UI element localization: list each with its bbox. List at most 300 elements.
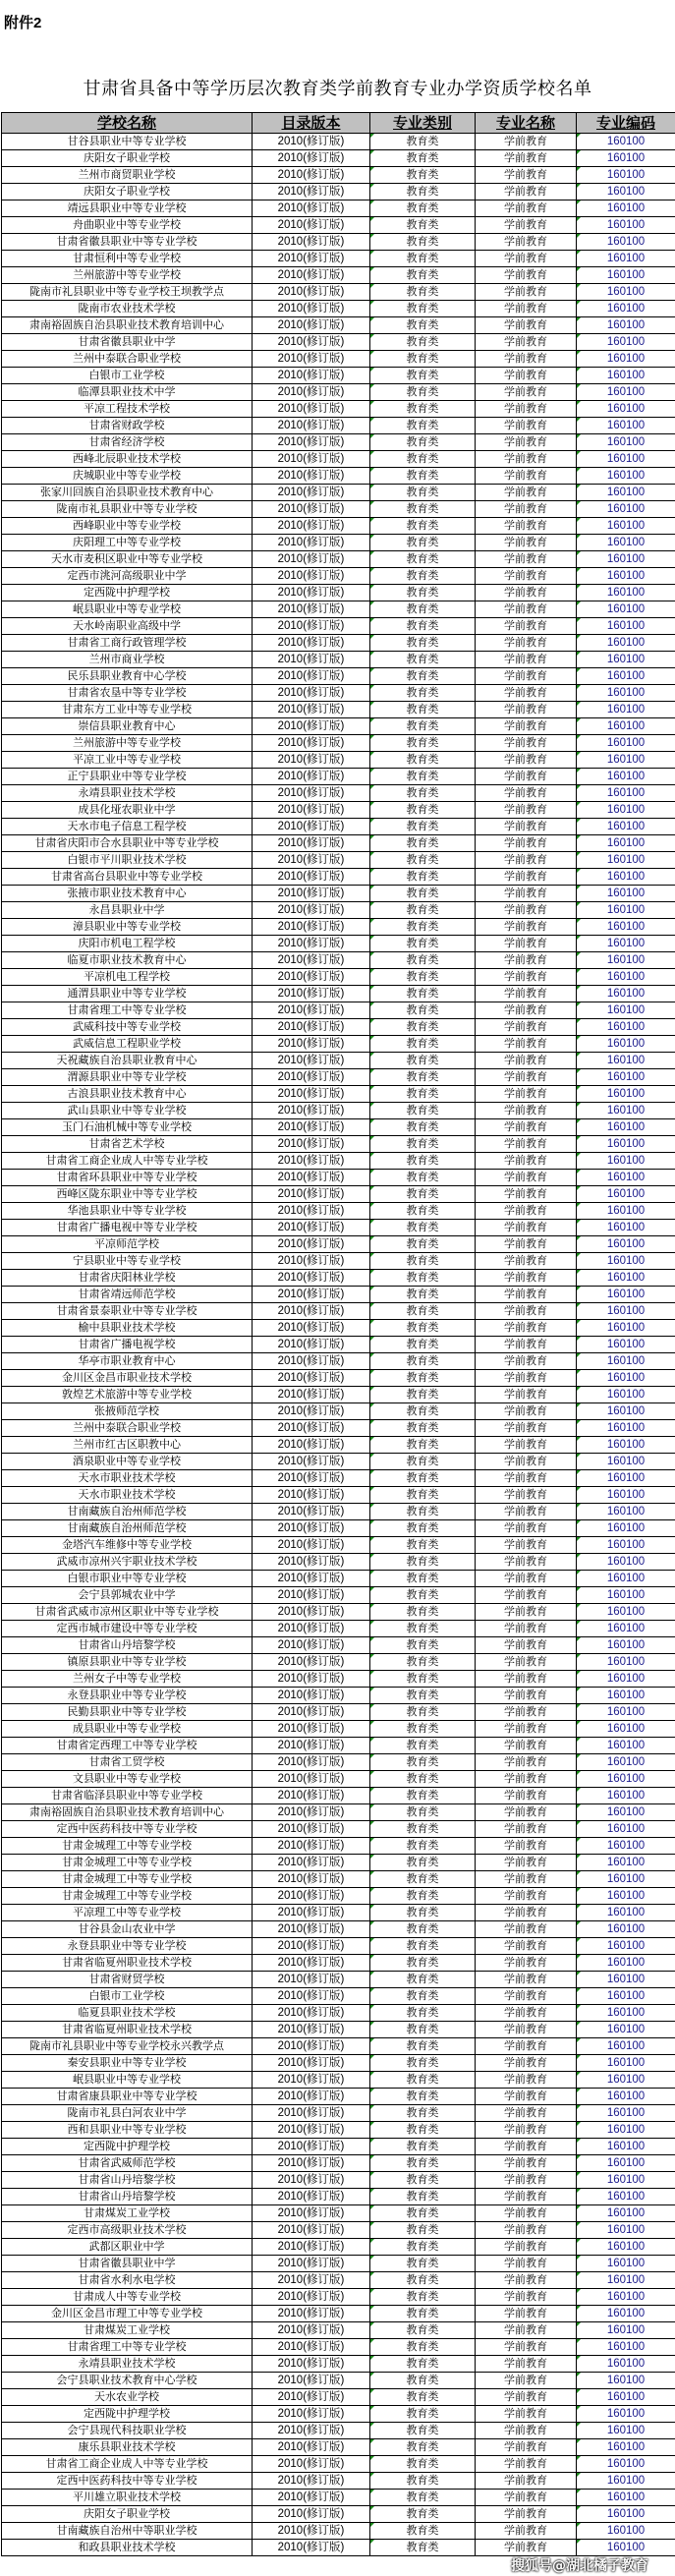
major-name-cell: 学前教育 bbox=[476, 167, 577, 184]
major-category-cell: 教育类 bbox=[370, 2256, 476, 2272]
major-name-cell: 学前教育 bbox=[476, 551, 577, 568]
table-row bbox=[2, 1871, 675, 1888]
major-code-cell: 160100 bbox=[577, 1671, 675, 1688]
school-name-cell: 定西市洮河高级职业中学 bbox=[2, 568, 253, 585]
major-category-cell: 教育类 bbox=[370, 1871, 476, 1888]
school-name-cell: 甘肃省庆阳市合水县职业中等专业学校 bbox=[2, 835, 253, 852]
school-name-cell: 肃南裕固族自治县职业技术教育培训中心 bbox=[2, 317, 253, 334]
major-code-cell: 160100 bbox=[577, 1704, 675, 1721]
major-code-cell: 160100 bbox=[577, 1086, 675, 1103]
major-code-cell: 160100 bbox=[577, 1170, 675, 1186]
table-row bbox=[2, 434, 675, 451]
major-name-cell: 学前教育 bbox=[476, 1186, 577, 1203]
table-row bbox=[2, 702, 675, 718]
major-name-cell: 学前教育 bbox=[476, 2322, 577, 2339]
major-category-cell: 教育类 bbox=[370, 2005, 476, 2022]
major-category-cell: 教育类 bbox=[370, 852, 476, 869]
major-category-cell: 教育类 bbox=[370, 1320, 476, 1337]
catalog-version-cell: 2010(修订版) bbox=[253, 601, 370, 618]
major-code-cell: 160100 bbox=[577, 769, 675, 785]
school-name-cell: 兰州旅游中等专业学校 bbox=[2, 267, 253, 284]
school-name-cell: 西峰职业中等专业学校 bbox=[2, 518, 253, 535]
major-category-cell: 教育类 bbox=[370, 1621, 476, 1637]
major-name-cell: 学前教育 bbox=[476, 2239, 577, 2256]
catalog-version-cell: 2010(修订版) bbox=[253, 2423, 370, 2439]
table-row bbox=[2, 2322, 675, 2339]
table-row bbox=[2, 1788, 675, 1804]
major-code-cell: 160100 bbox=[577, 752, 675, 769]
catalog-version-cell: 2010(修订版) bbox=[253, 802, 370, 819]
school-name-cell: 甘肃省高台县职业中等专业学校 bbox=[2, 869, 253, 886]
school-name-cell: 康乐县职业技术学校 bbox=[2, 2439, 253, 2456]
school-name-cell: 永靖县职业技术学校 bbox=[2, 785, 253, 802]
table-row bbox=[2, 668, 675, 685]
major-name-cell: 学前教育 bbox=[476, 1086, 577, 1103]
major-name-cell: 学前教育 bbox=[476, 802, 577, 819]
major-code-cell: 160100 bbox=[577, 2506, 675, 2523]
table-row bbox=[2, 819, 675, 835]
table-row bbox=[2, 1804, 675, 1821]
major-category-cell: 教育类 bbox=[370, 1704, 476, 1721]
school-name-cell: 甘南藏族自治州师范学校 bbox=[2, 1504, 253, 1520]
table-row bbox=[2, 485, 675, 501]
catalog-version-cell: 2010(修订版) bbox=[253, 635, 370, 652]
major-name-cell: 学前教育 bbox=[476, 1153, 577, 1170]
school-name-cell: 白银市职业中等专业学校 bbox=[2, 1571, 253, 1587]
table-row bbox=[2, 217, 675, 234]
table-header-row bbox=[2, 113, 675, 134]
table-row bbox=[2, 1554, 675, 1571]
catalog-version-cell: 2010(修订版) bbox=[253, 902, 370, 919]
table-row bbox=[2, 1688, 675, 1704]
major-category-cell: 教育类 bbox=[370, 334, 476, 351]
header-major-name: 专业名称 bbox=[476, 113, 577, 134]
school-name-cell: 陇南市农业技术学校 bbox=[2, 301, 253, 317]
school-name-cell: 张掖师范学校 bbox=[2, 1403, 253, 1420]
major-category-cell: 教育类 bbox=[370, 1270, 476, 1287]
school-name-cell: 漳县职业中等专业学校 bbox=[2, 919, 253, 936]
major-category-cell: 教育类 bbox=[370, 167, 476, 184]
table-row bbox=[2, 1738, 675, 1754]
major-name-cell: 学前教育 bbox=[476, 2205, 577, 2222]
major-category-cell: 教育类 bbox=[370, 685, 476, 702]
catalog-version-cell: 2010(修订版) bbox=[253, 1704, 370, 1721]
major-category-cell: 教育类 bbox=[370, 200, 476, 217]
school-name-cell: 甘肃东方工业中等专业学校 bbox=[2, 702, 253, 718]
school-name-cell: 秦安县职业中等专业学校 bbox=[2, 2055, 253, 2072]
major-code-cell: 160100 bbox=[577, 518, 675, 535]
major-code-cell: 160100 bbox=[577, 1420, 675, 1437]
major-code-cell: 160100 bbox=[577, 886, 675, 902]
table-row bbox=[2, 468, 675, 485]
major-code-cell: 160100 bbox=[577, 652, 675, 668]
major-code-cell: 160100 bbox=[577, 217, 675, 234]
major-name-cell: 学前教育 bbox=[476, 2473, 577, 2490]
major-name-cell: 学前教育 bbox=[476, 585, 577, 601]
major-name-cell: 学前教育 bbox=[476, 1754, 577, 1771]
major-code-cell: 160100 bbox=[577, 568, 675, 585]
school-name-cell: 会宁县现代科技职业学校 bbox=[2, 2423, 253, 2439]
school-name-cell: 西峰区陇东职业中等专业学校 bbox=[2, 1186, 253, 1203]
catalog-version-cell: 2010(修订版) bbox=[253, 1454, 370, 1470]
catalog-version-cell: 2010(修订版) bbox=[253, 1420, 370, 1437]
major-name-cell: 学前教育 bbox=[476, 1938, 577, 1955]
school-name-cell: 甘肃省工商行政管理学校 bbox=[2, 635, 253, 652]
table-row bbox=[2, 802, 675, 819]
major-name-cell: 学前教育 bbox=[476, 1821, 577, 1838]
major-code-cell: 160100 bbox=[577, 1320, 675, 1337]
catalog-version-cell: 2010(修订版) bbox=[253, 1721, 370, 1738]
major-name-cell: 学前教育 bbox=[476, 1788, 577, 1804]
major-name-cell: 学前教育 bbox=[476, 1487, 577, 1504]
school-name-cell: 甘谷县职业中等专业学校 bbox=[2, 134, 253, 150]
major-name-cell: 学前教育 bbox=[476, 1838, 577, 1855]
major-code-cell: 160100 bbox=[577, 401, 675, 418]
major-code-cell: 160100 bbox=[577, 1069, 675, 1086]
major-code-cell: 160100 bbox=[577, 852, 675, 869]
table-row bbox=[2, 1270, 675, 1287]
major-code-cell: 160100 bbox=[577, 2038, 675, 2055]
table-row bbox=[2, 769, 675, 785]
major-name-cell: 学前教育 bbox=[476, 351, 577, 368]
major-category-cell: 教育类 bbox=[370, 1236, 476, 1253]
table-row bbox=[2, 1938, 675, 1955]
major-category-cell: 教育类 bbox=[370, 1403, 476, 1420]
major-category-cell: 教育类 bbox=[370, 2523, 476, 2540]
major-category-cell: 教育类 bbox=[370, 518, 476, 535]
major-code-cell: 160100 bbox=[577, 1470, 675, 1487]
school-name-cell: 甘肃煤炭工业学校 bbox=[2, 2205, 253, 2222]
school-name-cell: 陇南市礼县职业中等专业学校 bbox=[2, 501, 253, 518]
major-code-cell: 160100 bbox=[577, 351, 675, 368]
catalog-version-cell: 2010(修订版) bbox=[253, 1537, 370, 1554]
major-name-cell: 学前教育 bbox=[476, 852, 577, 869]
major-name-cell: 学前教育 bbox=[476, 1069, 577, 1086]
major-code-cell: 160100 bbox=[577, 2155, 675, 2172]
major-name-cell: 学前教育 bbox=[476, 2172, 577, 2189]
major-code-cell: 160100 bbox=[577, 1604, 675, 1621]
major-name-cell: 学前教育 bbox=[476, 835, 577, 852]
catalog-version-cell: 2010(修订版) bbox=[253, 2038, 370, 2055]
major-name-cell: 学前教育 bbox=[476, 1287, 577, 1303]
major-name-cell: 学前教育 bbox=[476, 1704, 577, 1721]
major-code-cell: 160100 bbox=[577, 1303, 675, 1320]
table-row bbox=[2, 184, 675, 200]
catalog-version-cell: 2010(修订版) bbox=[253, 2122, 370, 2139]
major-category-cell: 教育类 bbox=[370, 234, 476, 251]
major-name-cell: 学前教育 bbox=[476, 769, 577, 785]
catalog-version-cell: 2010(修订版) bbox=[253, 1136, 370, 1153]
major-code-cell: 160100 bbox=[577, 1253, 675, 1270]
school-name-cell: 成县职业中等专业学校 bbox=[2, 1721, 253, 1738]
school-name-cell: 甘肃省临夏州职业技术学校 bbox=[2, 2022, 253, 2038]
school-name-cell: 甘肃省临夏州职业技术学校 bbox=[2, 1955, 253, 1972]
catalog-version-cell: 2010(修订版) bbox=[253, 1654, 370, 1671]
major-name-cell: 学前教育 bbox=[476, 284, 577, 301]
catalog-version-cell: 2010(修订版) bbox=[253, 1019, 370, 1036]
major-code-cell: 160100 bbox=[577, 1119, 675, 1136]
major-category-cell: 教育类 bbox=[370, 1972, 476, 1988]
major-code-cell: 160100 bbox=[577, 1537, 675, 1554]
school-name-cell: 平凉理工中等专业学校 bbox=[2, 1905, 253, 1921]
major-name-cell: 学前教育 bbox=[476, 1671, 577, 1688]
table-row bbox=[2, 1972, 675, 1988]
major-category-cell: 教育类 bbox=[370, 2423, 476, 2439]
catalog-version-cell: 2010(修订版) bbox=[253, 1053, 370, 1069]
major-code-cell: 160100 bbox=[577, 936, 675, 952]
major-category-cell: 教育类 bbox=[370, 351, 476, 368]
major-name-cell: 学前教育 bbox=[476, 200, 577, 217]
major-category-cell: 教育类 bbox=[370, 1938, 476, 1955]
table-row bbox=[2, 1387, 675, 1403]
table-row bbox=[2, 1136, 675, 1153]
school-name-cell: 甘肃省临泽县职业中等专业学校 bbox=[2, 1788, 253, 1804]
major-name-cell: 学前教育 bbox=[476, 1888, 577, 1905]
catalog-version-cell: 2010(修订版) bbox=[253, 2072, 370, 2089]
catalog-version-cell: 2010(修订版) bbox=[253, 2155, 370, 2172]
major-name-cell: 学前教育 bbox=[476, 685, 577, 702]
major-category-cell: 教育类 bbox=[370, 618, 476, 635]
major-code-cell: 160100 bbox=[577, 618, 675, 635]
major-category-cell: 教育类 bbox=[370, 2155, 476, 2172]
major-name-cell: 学前教育 bbox=[476, 618, 577, 635]
major-category-cell: 教育类 bbox=[370, 1821, 476, 1838]
school-name-cell: 靖远县职业中等专业学校 bbox=[2, 200, 253, 217]
catalog-version-cell: 2010(修订版) bbox=[253, 1186, 370, 1203]
table-row bbox=[2, 1353, 675, 1370]
table-row bbox=[2, 2222, 675, 2239]
catalog-version-cell: 2010(修订版) bbox=[253, 952, 370, 969]
major-code-cell: 160100 bbox=[577, 535, 675, 551]
major-code-cell: 160100 bbox=[577, 384, 675, 401]
major-category-cell: 教育类 bbox=[370, 769, 476, 785]
major-name-cell: 学前教育 bbox=[476, 1621, 577, 1637]
catalog-version-cell: 2010(修订版) bbox=[253, 2540, 370, 2556]
major-category-cell: 教育类 bbox=[370, 2373, 476, 2389]
major-category-cell: 教育类 bbox=[370, 2122, 476, 2139]
school-name-cell: 甘肃省财政学校 bbox=[2, 418, 253, 434]
major-category-cell: 教育类 bbox=[370, 702, 476, 718]
major-name-cell: 学前教育 bbox=[476, 1119, 577, 1136]
major-category-cell: 教育类 bbox=[370, 1036, 476, 1053]
catalog-version-cell: 2010(修订版) bbox=[253, 919, 370, 936]
table-row bbox=[2, 1988, 675, 2005]
table-row bbox=[2, 200, 675, 217]
major-name-cell: 学前教育 bbox=[476, 735, 577, 752]
major-name-cell: 学前教育 bbox=[476, 2139, 577, 2155]
major-code-cell: 160100 bbox=[577, 1554, 675, 1571]
catalog-version-cell: 2010(修订版) bbox=[253, 585, 370, 601]
major-code-cell: 160100 bbox=[577, 2239, 675, 2256]
major-code-cell: 160100 bbox=[577, 2005, 675, 2022]
major-category-cell: 教育类 bbox=[370, 2506, 476, 2523]
table-row bbox=[2, 718, 675, 735]
major-category-cell: 教育类 bbox=[370, 2272, 476, 2289]
catalog-version-cell: 2010(修订版) bbox=[253, 1855, 370, 1871]
catalog-version-cell: 2010(修订版) bbox=[253, 2523, 370, 2540]
header-catalog-version: 目录版本 bbox=[253, 113, 370, 134]
major-category-cell: 教育类 bbox=[370, 1520, 476, 1537]
major-code-cell: 160100 bbox=[577, 2122, 675, 2139]
major-category-cell: 教育类 bbox=[370, 2105, 476, 2122]
catalog-version-cell: 2010(修订版) bbox=[253, 986, 370, 1002]
catalog-version-cell: 2010(修订版) bbox=[253, 936, 370, 952]
school-name-cell: 天水农业学校 bbox=[2, 2389, 253, 2406]
major-code-cell: 160100 bbox=[577, 301, 675, 317]
table-row bbox=[2, 1002, 675, 1019]
major-category-cell: 教育类 bbox=[370, 1771, 476, 1788]
table-row bbox=[2, 2038, 675, 2055]
major-code-cell: 160100 bbox=[577, 1855, 675, 1871]
catalog-version-cell: 2010(修订版) bbox=[253, 1604, 370, 1621]
major-name-cell: 学前教育 bbox=[476, 1738, 577, 1754]
table-row bbox=[2, 1036, 675, 1053]
major-code-cell: 160100 bbox=[577, 2406, 675, 2423]
major-code-cell: 160100 bbox=[577, 1905, 675, 1921]
major-category-cell: 教育类 bbox=[370, 1537, 476, 1554]
major-code-cell: 160100 bbox=[577, 1738, 675, 1754]
major-category-cell: 教育类 bbox=[370, 869, 476, 886]
table-row bbox=[2, 1186, 675, 1203]
major-name-cell: 学前教育 bbox=[476, 2523, 577, 2540]
major-name-cell: 学前教育 bbox=[476, 2155, 577, 2172]
major-code-cell: 160100 bbox=[577, 501, 675, 518]
major-code-cell: 160100 bbox=[577, 1688, 675, 1704]
table-row bbox=[2, 2205, 675, 2222]
school-name-cell: 甘肃省艺术学校 bbox=[2, 1136, 253, 1153]
major-name-cell: 学前教育 bbox=[476, 1337, 577, 1353]
school-name-cell: 甘谷县金山农业中学 bbox=[2, 1921, 253, 1938]
catalog-version-cell: 2010(修订版) bbox=[253, 1036, 370, 1053]
major-code-cell: 160100 bbox=[577, 1186, 675, 1203]
school-name-cell: 陇南市礼县白河农业中学 bbox=[2, 2105, 253, 2122]
catalog-version-cell: 2010(修订版) bbox=[253, 852, 370, 869]
catalog-version-cell: 2010(修订版) bbox=[253, 769, 370, 785]
table-row bbox=[2, 1470, 675, 1487]
table-row bbox=[2, 1754, 675, 1771]
table-row bbox=[2, 1069, 675, 1086]
major-code-cell: 160100 bbox=[577, 952, 675, 969]
table-row bbox=[2, 852, 675, 869]
major-code-cell: 160100 bbox=[577, 284, 675, 301]
school-name-cell: 渭源县职业中等专业学校 bbox=[2, 1069, 253, 1086]
major-name-cell: 学前教育 bbox=[476, 1270, 577, 1287]
major-name-cell: 学前教育 bbox=[476, 184, 577, 200]
major-name-cell: 学前教育 bbox=[476, 1303, 577, 1320]
table-row bbox=[2, 1437, 675, 1454]
major-name-cell: 学前教育 bbox=[476, 2055, 577, 2072]
table-row bbox=[2, 2189, 675, 2205]
major-name-cell: 学前教育 bbox=[476, 1387, 577, 1403]
table-row bbox=[2, 2523, 675, 2540]
major-category-cell: 教育类 bbox=[370, 1721, 476, 1738]
table-row bbox=[2, 1236, 675, 1253]
major-category-cell: 教育类 bbox=[370, 886, 476, 902]
catalog-version-cell: 2010(修订版) bbox=[253, 1086, 370, 1103]
catalog-version-cell: 2010(修订版) bbox=[253, 819, 370, 835]
major-category-cell: 教育类 bbox=[370, 134, 476, 150]
page-title: 甘肃省具备中等学历层次教育类学前教育专业办学资质学校名单 bbox=[83, 79, 592, 99]
catalog-version-cell: 2010(修订版) bbox=[253, 1253, 370, 1270]
school-name-cell: 和政县职业技术学校 bbox=[2, 2540, 253, 2556]
major-name-cell: 学前教育 bbox=[476, 1871, 577, 1888]
catalog-version-cell: 2010(修订版) bbox=[253, 1387, 370, 1403]
major-category-cell: 教育类 bbox=[370, 2473, 476, 2490]
school-name-cell: 镇原县职业中等专业学校 bbox=[2, 1654, 253, 1671]
major-code-cell: 160100 bbox=[577, 1487, 675, 1504]
school-name-cell: 甘肃省武威师范学校 bbox=[2, 2155, 253, 2172]
major-name-cell: 学前教育 bbox=[476, 2122, 577, 2139]
table-row bbox=[2, 1654, 675, 1671]
school-name-cell: 平凉师范学校 bbox=[2, 1236, 253, 1253]
major-code-cell: 160100 bbox=[577, 2540, 675, 2556]
major-category-cell: 教育类 bbox=[370, 284, 476, 301]
school-name-cell: 甘肃金城理工中等专业学校 bbox=[2, 1855, 253, 1871]
table-row bbox=[2, 886, 675, 902]
school-name-cell: 兰州中泰联合职业学校 bbox=[2, 1420, 253, 1437]
catalog-version-cell: 2010(修订版) bbox=[253, 969, 370, 986]
major-code-cell: 160100 bbox=[577, 1771, 675, 1788]
major-category-cell: 教育类 bbox=[370, 2289, 476, 2306]
school-name-cell: 张家川回族自治县职业技术教育中心 bbox=[2, 485, 253, 501]
table-row bbox=[2, 551, 675, 568]
major-name-cell: 学前教育 bbox=[476, 1403, 577, 1420]
table-row bbox=[2, 2256, 675, 2272]
major-category-cell: 教育类 bbox=[370, 2406, 476, 2423]
major-code-cell: 160100 bbox=[577, 1871, 675, 1888]
major-name-cell: 学前教育 bbox=[476, 1955, 577, 1972]
major-name-cell: 学前教育 bbox=[476, 718, 577, 735]
catalog-version-cell: 2010(修订版) bbox=[253, 2105, 370, 2122]
catalog-version-cell: 2010(修订版) bbox=[253, 1437, 370, 1454]
major-name-cell: 学前教育 bbox=[476, 2406, 577, 2423]
major-code-cell: 160100 bbox=[577, 485, 675, 501]
major-code-cell: 160100 bbox=[577, 267, 675, 284]
school-name-cell: 榆中县职业技术学校 bbox=[2, 1320, 253, 1337]
school-name-cell: 甘肃省武威市凉州区职业中等专业学校 bbox=[2, 1604, 253, 1621]
major-name-cell: 学前教育 bbox=[476, 2038, 577, 2055]
catalog-version-cell: 2010(修订版) bbox=[253, 2205, 370, 2222]
table-row bbox=[2, 501, 675, 518]
catalog-version-cell: 2010(修订版) bbox=[253, 451, 370, 468]
school-name-cell: 平凉工程技术学校 bbox=[2, 401, 253, 418]
school-name-cell: 甘肃金城理工中等专业学校 bbox=[2, 1888, 253, 1905]
catalog-version-cell: 2010(修订版) bbox=[253, 184, 370, 200]
school-name-cell: 平凉工业中等专业学校 bbox=[2, 752, 253, 769]
table-row bbox=[2, 1537, 675, 1554]
major-category-cell: 教育类 bbox=[370, 317, 476, 334]
table-row bbox=[2, 518, 675, 535]
major-code-cell: 160100 bbox=[577, 1203, 675, 1220]
table-row bbox=[2, 1103, 675, 1119]
catalog-version-cell: 2010(修订版) bbox=[253, 752, 370, 769]
major-name-cell: 学前教育 bbox=[476, 568, 577, 585]
table-row bbox=[2, 835, 675, 852]
major-code-cell: 160100 bbox=[577, 334, 675, 351]
major-category-cell: 教育类 bbox=[370, 902, 476, 919]
major-category-cell: 教育类 bbox=[370, 1353, 476, 1370]
catalog-version-cell: 2010(修订版) bbox=[253, 1236, 370, 1253]
catalog-version-cell: 2010(修订版) bbox=[253, 368, 370, 384]
major-category-cell: 教育类 bbox=[370, 2222, 476, 2239]
table-row bbox=[2, 752, 675, 769]
school-name-cell: 通渭县职业中等专业学校 bbox=[2, 986, 253, 1002]
school-name-cell: 甘肃恒利中等专业学校 bbox=[2, 251, 253, 267]
major-category-cell: 教育类 bbox=[370, 1571, 476, 1587]
major-category-cell: 教育类 bbox=[370, 1988, 476, 2005]
table-row bbox=[2, 1287, 675, 1303]
catalog-version-cell: 2010(修订版) bbox=[253, 1487, 370, 1504]
